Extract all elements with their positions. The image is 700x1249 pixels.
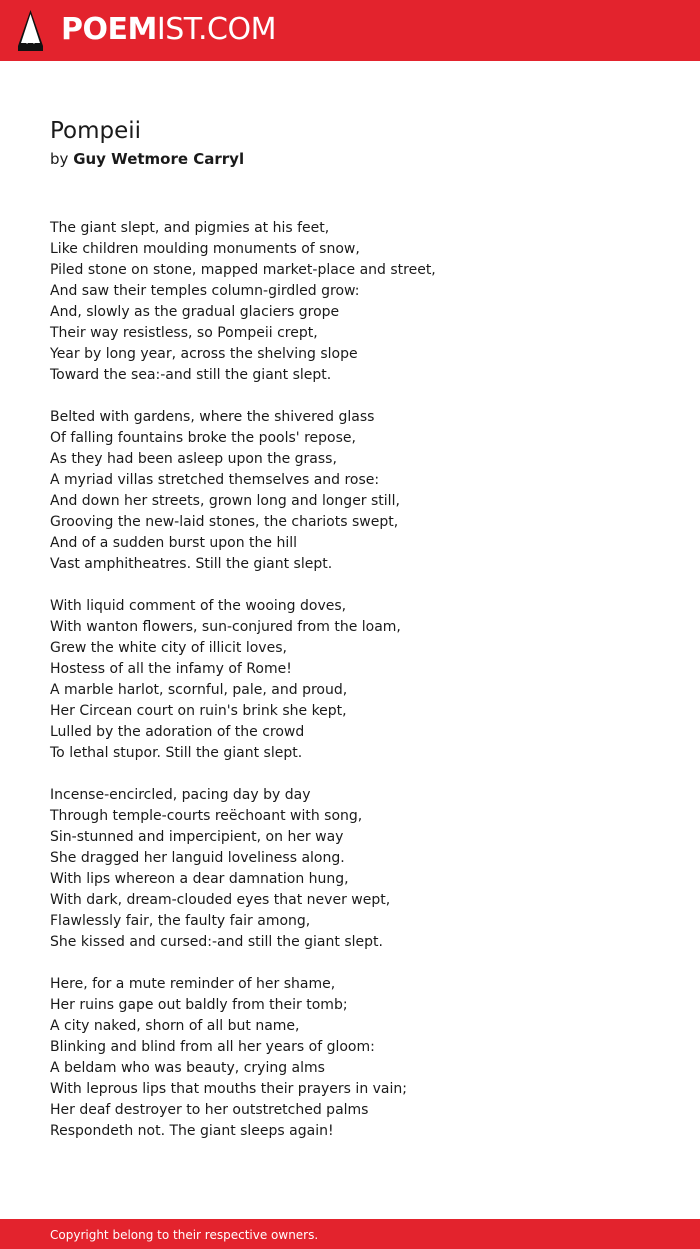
poem-line: As they had been asleep upon the grass, [50,451,337,467]
poem-line: Incense-encircled, pacing day by day [50,787,311,803]
poem-line: With leprous lips that mouths their prayers in vain; [50,1081,407,1097]
copyright-notice: Copyright belong to their respective owners. [50,1228,319,1242]
poem-line: Here, for a mute reminder of her shame, [50,976,336,992]
stanza [50,974,670,1142]
poem-line: And saw their temples column-girdled grow: [50,283,360,299]
poem-line: With wanton flowers, sun-conjured from the loam, [50,619,401,635]
poem-line: Like children moulding monuments of snow, [50,241,360,257]
poem-line: Grew the white city of illicit loves, [50,640,287,656]
poem-line: She kissed and cursed:-and still the giant slept. [50,934,383,950]
poem-line: Belted with gardens, where the shivered glass [50,409,375,425]
site-header [0,0,700,61]
poem-author: Guy Wetmore Carryl [73,150,245,168]
poem-line: Grooving the new-laid stones, the chariots swept, [50,514,399,530]
poem-line: Vast amphitheatres. Still the giant slept. [50,556,333,572]
poem-byline [50,149,244,169]
poem-line: Her Circean court on ruin's brink she kept, [50,703,347,719]
logo-text-bold: POEM [61,12,157,47]
poem-line: Blinking and blind from all her years of gloom: [50,1039,375,1055]
poem-body [50,218,670,1163]
poem-line: And of a sudden burst upon the hill [50,535,298,551]
poem-line: Respondeth not. The giant sleeps again! [50,1123,334,1139]
poem-line: Lulled by the adoration of the crowd [50,724,305,740]
poem-line: A myriad villas stretched themselves and rose: [50,472,380,488]
logo-text-light: IST.COM [156,12,276,47]
poem-line: To lethal stupor. Still the giant slept. [50,745,303,761]
stanza [50,218,670,386]
poem-line: She dragged her languid loveliness along. [50,850,345,866]
stanza [50,785,670,953]
poem-line: A beldam who was beauty, crying alms [50,1060,325,1076]
poem-line: Her ruins gape out baldly from their tomb; [50,997,348,1013]
poem-line: And down her streets, grown long and longer still, [50,493,400,509]
poem-line: Their way resistless, so Pompeii crept, [50,325,318,341]
poem-line: A marble harlot, scornful, pale, and proud, [50,682,348,698]
poem-line: A city naked, shorn of all but name, [50,1018,300,1034]
poem-line: Of falling fountains broke the pools' repose, [50,430,356,446]
poem-line: Toward the sea:-and still the giant slept. [50,367,332,383]
poem-line: Flawlessly fair, the faulty fair among, [50,913,311,929]
poem-line: Piled stone on stone, mapped market-place and street, [50,262,436,278]
poem-line: With liquid comment of the wooing doves, [50,598,347,614]
poem-line: Sin-stunned and impercipient, on her way [50,829,344,845]
site-logo[interactable] [61,12,276,48]
stanza [50,596,670,764]
poem-line: Year by long year, across the shelving slope [50,346,358,362]
poem-line: Her deaf destroyer to her outstretched palms [50,1102,369,1118]
poem-line: With dark, dream-clouded eyes that never wept, [50,892,391,908]
stanza [50,407,670,575]
site-footer [0,1219,700,1249]
poem-line: And, slowly as the gradual glaciers grope [50,304,340,320]
poem-title: Pompeii [50,118,142,144]
poem-line: Through temple-courts reëchoant with song, [50,808,363,824]
poem-line: The giant slept, and pigmies at his feet, [50,220,330,236]
poem-line: With lips whereon a dear damnation hung, [50,871,349,887]
by-label: by [50,150,69,168]
poem-line: Hostess of all the infamy of Rome! [50,661,292,677]
pencil-tip-icon[interactable] [18,10,43,51]
